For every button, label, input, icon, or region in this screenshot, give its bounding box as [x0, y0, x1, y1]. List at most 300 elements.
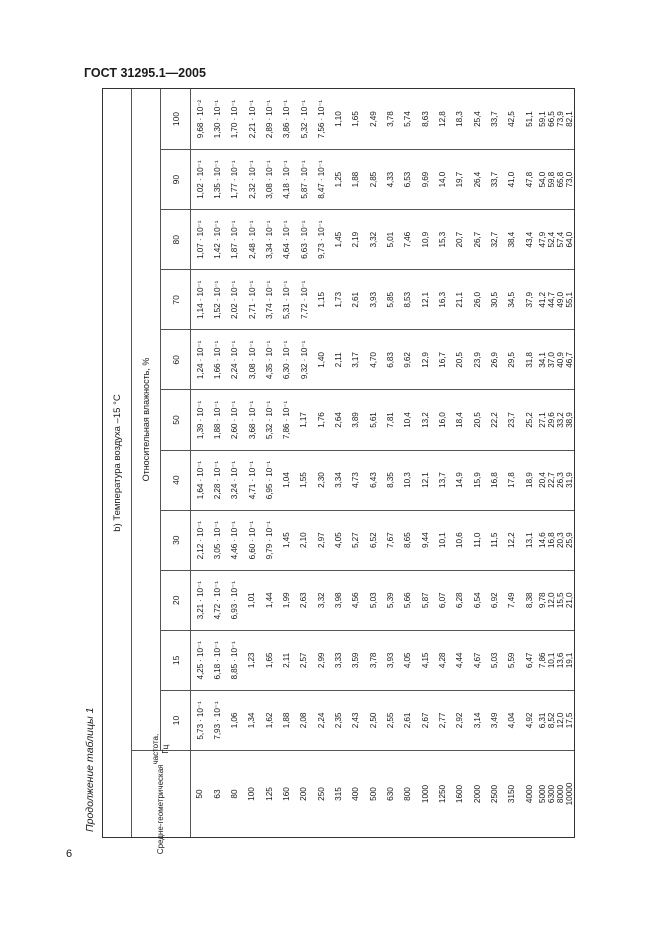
- table-cell: 59,8: [547, 149, 556, 209]
- table-cell: 2,77: [434, 690, 451, 750]
- table-cell: 21,0: [565, 570, 574, 630]
- table-cell: 4,92: [521, 690, 538, 750]
- table-cell: 11,0: [469, 510, 486, 570]
- table-cell: 19,7: [451, 149, 468, 209]
- frequency-cell: 125: [260, 750, 277, 837]
- table-cell: 22,7: [547, 450, 556, 510]
- frequency-cell: 100: [243, 750, 260, 837]
- table-cell: 3,08 · 10⁻¹: [243, 329, 260, 389]
- table-cell: 20,7: [451, 209, 468, 269]
- frequency-cell: 500: [365, 750, 382, 837]
- table-cell: 23,7: [503, 389, 520, 449]
- table-cell: 9,79 · 10⁻¹: [260, 510, 277, 570]
- table-cell: 26,9: [486, 329, 503, 389]
- table-cell: 18,9: [521, 450, 538, 510]
- table-cell: 33,7: [490, 111, 500, 127]
- table-cell: 1,06: [226, 690, 243, 750]
- table-cell: 41,0: [503, 149, 520, 209]
- table-cell: 2,50: [365, 690, 382, 750]
- table-cell: 5,73 · 10⁻¹: [191, 690, 208, 750]
- table-cell: 6,54: [469, 570, 486, 630]
- table-cell: 12,2: [503, 510, 520, 570]
- table-cell: 3,17: [347, 329, 364, 389]
- table-cell: 6,52: [365, 510, 382, 570]
- table-cell: 5,31 · 10⁻¹: [278, 269, 295, 329]
- table-cell: 82,1: [565, 111, 574, 127]
- table-cell: 5,39: [382, 570, 399, 630]
- table-cell: 8,52: [547, 690, 556, 750]
- table-cell: 3,08 · 10⁻¹: [260, 149, 277, 209]
- table-cell: 2,64: [330, 389, 347, 449]
- table-cell: 7,86 · 10⁻¹: [278, 389, 295, 449]
- table-cell: 5,03: [486, 630, 503, 690]
- table-cell: 1,62: [260, 690, 277, 750]
- table-cell: 3,89: [347, 389, 364, 449]
- table-cell: 2,19: [347, 209, 364, 269]
- table-cell: 54,0: [538, 149, 547, 209]
- table-cell: 12,8: [438, 111, 448, 127]
- table-cell: 2,08: [295, 690, 312, 750]
- table-cell: 2,02 · 10⁻¹: [226, 269, 243, 329]
- table-cell: 12,1: [417, 269, 434, 329]
- table-cell: 4,18 · 10⁻¹: [278, 149, 295, 209]
- table-cell: 3,34 · 10⁻¹: [260, 209, 277, 269]
- table-cell: 5,74: [403, 111, 413, 127]
- attenuation-table: [102, 88, 575, 855]
- table-cell: 6,30 · 10⁻¹: [278, 329, 295, 389]
- frequency-cell: 1000: [417, 750, 434, 837]
- table-cell: 1,39 · 10⁻¹: [191, 389, 208, 449]
- table-cell: 41,2: [538, 269, 547, 329]
- table-cell: 1,24 · 10⁻¹: [191, 329, 208, 389]
- table-cell: 6,31: [538, 690, 547, 750]
- table-cell: 4,73: [347, 450, 364, 510]
- table-cell: 2,55: [382, 690, 399, 750]
- table-cell: 10,6: [451, 510, 468, 570]
- table-cell: 34,5: [503, 269, 520, 329]
- table-cell: 2,11: [330, 329, 347, 389]
- table-cell: 12,0: [547, 570, 556, 630]
- column-header: 15: [161, 630, 191, 690]
- table-cell: 9,69: [417, 149, 434, 209]
- table-cell: 3,59: [347, 630, 364, 690]
- table-cell: 9,32 · 10⁻¹: [295, 329, 312, 389]
- table-cell: 6,95 · 10⁻¹: [260, 450, 277, 510]
- table-cell: 1,65: [260, 630, 277, 690]
- column-header: 80: [161, 209, 191, 269]
- table-cell: 2,10: [295, 510, 312, 570]
- table-cell: 43,4: [521, 209, 538, 269]
- table-cell: 1,77 · 10⁻¹: [226, 149, 243, 209]
- table-cell: 1,07 · 10⁻¹: [191, 209, 208, 269]
- table-cell: 3,98: [330, 570, 347, 630]
- table-cell: 6,28: [451, 570, 468, 630]
- table-cell: 16,8: [486, 450, 503, 510]
- table-cell: 1,30 · 10⁻¹: [213, 99, 223, 139]
- table-cell: 3,68 · 10⁻¹: [243, 389, 260, 449]
- page-number: 6: [66, 848, 73, 860]
- table-cell: 10,3: [399, 450, 416, 510]
- table-cell: 47,8: [521, 149, 538, 209]
- column-header: 40: [161, 450, 191, 510]
- table-cell: 2,49: [368, 111, 378, 127]
- table-cell: 20,5: [469, 389, 486, 449]
- column-header: 60: [161, 329, 191, 389]
- table-cell: 1,35 · 10⁻¹: [208, 149, 225, 209]
- frequency-cell: 3150: [503, 750, 520, 837]
- table-cell: 44,7: [547, 269, 556, 329]
- table-cell: 12,9: [417, 329, 434, 389]
- table-cell: 73,9: [556, 111, 565, 127]
- table-cell: 1,76: [312, 389, 329, 449]
- table-cell: 4,46 · 10⁻¹: [226, 510, 243, 570]
- table-cell: 1,45: [278, 510, 295, 570]
- table-cell: 5,32 · 10⁻¹: [260, 389, 277, 449]
- table-cell: 57,4: [556, 209, 565, 269]
- table-cell: 4,67: [469, 630, 486, 690]
- table-cell: 4,35 · 10⁻¹: [260, 329, 277, 389]
- table-cell: 2,11: [278, 630, 295, 690]
- table-cell: 1,45: [330, 209, 347, 269]
- table-cell: 49,0: [556, 269, 565, 329]
- table-cell: 1,44: [260, 570, 277, 630]
- table-cell: 2,24 · 10⁻¹: [226, 329, 243, 389]
- table-cell: 2,28 · 10⁻¹: [208, 450, 225, 510]
- column-header: 90: [161, 149, 191, 209]
- table-cell: 2,67: [417, 690, 434, 750]
- table-cell: 4,64 · 10⁻¹: [278, 209, 295, 269]
- frequency-cell: 1250: [434, 750, 451, 837]
- table-cell: 46,7: [565, 329, 574, 389]
- table-cell: 65,8: [556, 149, 565, 209]
- table-cell: 33,2: [556, 389, 565, 449]
- table-cell: 20,3: [556, 510, 565, 570]
- table-cell: 7,46: [399, 209, 416, 269]
- table-cell: 7,56 · 10⁻¹: [317, 99, 327, 139]
- table-cell: 3,32: [365, 209, 382, 269]
- table-cell: 25,4: [472, 111, 482, 127]
- table-cell: 38,9: [565, 389, 574, 449]
- table-cell: 18,4: [451, 389, 468, 449]
- table-cell: 1,04: [278, 450, 295, 510]
- table-caption: Продолжение таблицы 1: [84, 707, 96, 832]
- table-cell: 1,88: [347, 149, 364, 209]
- table-cell: 26,0: [469, 269, 486, 329]
- table-cell: 5,87: [417, 570, 434, 630]
- table-cell: 2,89 · 10⁻¹: [265, 99, 275, 139]
- table-cell: 4,71 · 10⁻¹: [243, 450, 260, 510]
- table-cell: 5,01: [382, 209, 399, 269]
- frequency-cell: 2500: [486, 750, 503, 837]
- table-cell: 8,47 · 10⁻¹: [312, 149, 329, 209]
- table-cell: 5,32 · 10⁻¹: [299, 99, 309, 139]
- column-header: 20: [161, 570, 191, 630]
- table-cell: 2,61: [347, 269, 364, 329]
- table-cell: 7,49: [503, 570, 520, 630]
- table-cell: 51,1: [524, 111, 534, 127]
- table-cell: 1,23: [243, 630, 260, 690]
- table-cell: 7,72 · 10⁻¹: [295, 269, 312, 329]
- table-cell: 7,86: [538, 630, 547, 690]
- table-cell: 6,53: [399, 149, 416, 209]
- table-cell: 1,17: [295, 389, 312, 449]
- table-cell: 40,9: [556, 329, 565, 389]
- table-cell: 26,7: [469, 209, 486, 269]
- frequency-cell: 630: [382, 750, 399, 837]
- table-cell: 5,87 · 10⁻¹: [295, 149, 312, 209]
- table-cell: 2,48 · 10⁻¹: [243, 209, 260, 269]
- table-cell: 7,93 · 10⁻¹: [208, 690, 225, 750]
- table-cell: 5,59: [503, 630, 520, 690]
- table-cell: 22,2: [486, 389, 503, 449]
- table-cell: 2,32 · 10⁻¹: [243, 149, 260, 209]
- frequency-cell: 10000: [565, 750, 574, 837]
- table-cell: 4,15: [417, 630, 434, 690]
- table-cell: 8,38: [521, 570, 538, 630]
- table-cell: 2,21 · 10⁻¹: [247, 99, 257, 139]
- table-cell: 26,3: [556, 450, 565, 510]
- table-cell: 3,33: [330, 630, 347, 690]
- table-cell: 3,74 · 10⁻¹: [260, 269, 277, 329]
- frequency-cell: 6300: [547, 750, 556, 837]
- table-cell: 9,73 · 10⁻¹: [312, 209, 329, 269]
- column-header: 10: [161, 690, 191, 750]
- table-cell: 3,34: [330, 450, 347, 510]
- table-cell: 8,53: [399, 269, 416, 329]
- table-cell: 66,5: [547, 111, 556, 127]
- table-cell: 2,92: [451, 690, 468, 750]
- table-cell: 16,3: [434, 269, 451, 329]
- table-cell: 27,1: [538, 389, 547, 449]
- table-cell: 6,47: [521, 630, 538, 690]
- table-cell: 7,81: [382, 389, 399, 449]
- table-cell: 18,3: [455, 111, 465, 127]
- table-cell: 3,21 · 10⁻¹: [191, 570, 208, 630]
- table-cell: 33,7: [486, 149, 503, 209]
- table-cell: 1,01: [243, 570, 260, 630]
- table-cell: 3,49: [486, 690, 503, 750]
- table-cell: 1,15: [312, 269, 329, 329]
- table-cell: 9,62: [399, 329, 416, 389]
- table-cell: 1,55: [295, 450, 312, 510]
- table-cell: 15,9: [469, 450, 486, 510]
- table-cell: 12,1: [417, 450, 434, 510]
- table-cell: 9,44: [417, 510, 434, 570]
- frequency-cell: 400: [347, 750, 364, 837]
- table-cell: 3,78: [365, 630, 382, 690]
- table-cell: 8,35: [382, 450, 399, 510]
- table-cell: 4,28: [434, 630, 451, 690]
- table-cell: 11,5: [486, 510, 503, 570]
- table-cell: 3,93: [382, 630, 399, 690]
- table-cell: 4,05: [399, 630, 416, 690]
- table-cell: 6,93 · 10⁻¹: [226, 570, 243, 630]
- table-cell: 1,73: [330, 269, 347, 329]
- table-cell: 2,43: [347, 690, 364, 750]
- table-cell: 3,05 · 10⁻¹: [208, 510, 225, 570]
- table-cell: 4,25 · 10⁻¹: [191, 630, 208, 690]
- table-cell: 9,68 · 10⁻²: [195, 99, 205, 139]
- table-cell: 29,6: [547, 389, 556, 449]
- table-cell: 2,35: [330, 690, 347, 750]
- table-cell: 6,63 · 10⁻¹: [295, 209, 312, 269]
- frequency-cell: 8000: [556, 750, 565, 837]
- table-cell: 6,43: [365, 450, 382, 510]
- table-cell: 4,44: [451, 630, 468, 690]
- table-cell: 19,1: [565, 630, 574, 690]
- table-cell: 2,71 · 10⁻¹: [243, 269, 260, 329]
- table-cell: 34,1: [538, 329, 547, 389]
- table-cell: 8,63: [420, 111, 430, 127]
- table-cell: 37,0: [547, 329, 556, 389]
- table-cell: 1,25: [330, 149, 347, 209]
- table-cell: 29,5: [503, 329, 520, 389]
- table-cell: 2,99: [312, 630, 329, 690]
- table-cell: 8,65: [399, 510, 416, 570]
- frequency-cell: 160: [278, 750, 295, 837]
- table-cell: 26,4: [469, 149, 486, 209]
- table-cell: 13,1: [521, 510, 538, 570]
- table-cell: 59,1: [538, 111, 547, 127]
- table-cell: 25,9: [565, 510, 574, 570]
- table-cell: 1,64 · 10⁻¹: [191, 450, 208, 510]
- table-cell: 10,1: [547, 630, 556, 690]
- table-cell: 21,1: [451, 269, 468, 329]
- table-cell: 10,9: [417, 209, 434, 269]
- table-cell: 1,88: [278, 690, 295, 750]
- column-header: 70: [161, 269, 191, 329]
- table-cell: 10,1: [434, 510, 451, 570]
- table-cell: 1,52 · 10⁻¹: [208, 269, 225, 329]
- table-cell: 6,18 · 10⁻¹: [208, 630, 225, 690]
- column-header: 30: [161, 510, 191, 570]
- table-cell: 3,32: [312, 570, 329, 630]
- table-cell: 7,67: [382, 510, 399, 570]
- table-cell: 15,3: [434, 209, 451, 269]
- table-cell: 31,9: [565, 450, 574, 510]
- table-cell: 5,85: [382, 269, 399, 329]
- table-cell: 17,8: [503, 450, 520, 510]
- frequency-cell: 800: [399, 750, 416, 837]
- table-cell: 13,7: [434, 450, 451, 510]
- document-header: ГОСТ 31295.1—2005: [84, 66, 206, 80]
- table-cell: 3,14: [469, 690, 486, 750]
- table-cell: 1,40: [312, 329, 329, 389]
- column-header: 100: [161, 89, 191, 149]
- table-cell: 12,0: [556, 690, 565, 750]
- table-cell: 6,92: [486, 570, 503, 630]
- table-cell: 6,83: [382, 329, 399, 389]
- table-cell: 8,85 · 10⁻¹: [226, 630, 243, 690]
- table-cell: 9,78: [538, 570, 547, 630]
- table-cell: 1,42 · 10⁻¹: [208, 209, 225, 269]
- table-cell: 37,9: [521, 269, 538, 329]
- frequency-cell: 1600: [451, 750, 468, 837]
- table-cell: 14,6: [538, 510, 547, 570]
- table-cell: 47,9: [538, 209, 547, 269]
- table-cell: 5,61: [365, 389, 382, 449]
- table-cell: 6,60 · 10⁻¹: [243, 510, 260, 570]
- frequency-cell: 4000: [521, 750, 538, 837]
- table-cell: 4,72 · 10⁻¹: [208, 570, 225, 630]
- frequency-header: Средне- геометрическая частота, Гц: [132, 750, 191, 837]
- table-cell: 1,87 · 10⁻¹: [226, 209, 243, 269]
- table-title: b) Температура воздуха –15 °C: [103, 89, 132, 837]
- table-cell: 1,65: [351, 111, 361, 127]
- table-cell: 1,02 · 10⁻¹: [191, 149, 208, 209]
- table-cell: 55,1: [565, 269, 574, 329]
- table-cell: 16,8: [547, 510, 556, 570]
- table-cell: 16,7: [434, 329, 451, 389]
- frequency-cell: 250: [312, 750, 329, 837]
- table-cell: 1,66 · 10⁻¹: [208, 329, 225, 389]
- table-cell: 2,12 · 10⁻¹: [191, 510, 208, 570]
- table-cell: 5,66: [399, 570, 416, 630]
- table-cell: 52,4: [547, 209, 556, 269]
- table-cell: 6,07: [434, 570, 451, 630]
- table-cell: 20,4: [538, 450, 547, 510]
- frequency-cell: 5000: [538, 750, 547, 837]
- table-cell: 1,34: [243, 690, 260, 750]
- table-cell: 3,93: [365, 269, 382, 329]
- column-header: 50: [161, 389, 191, 449]
- table-cell: 4,05: [330, 510, 347, 570]
- table-cell: 30,5: [486, 269, 503, 329]
- table-cell: 4,70: [365, 329, 382, 389]
- table-cell: 1,10: [333, 111, 343, 127]
- frequency-cell: 63: [208, 750, 225, 837]
- table-cell: 10,4: [399, 389, 416, 449]
- table-cell: 14,9: [451, 450, 468, 510]
- table-cell: 4,56: [347, 570, 364, 630]
- table-cell: 42,5: [507, 111, 517, 127]
- table-cell: 2,63: [295, 570, 312, 630]
- table-cell: 2,61: [399, 690, 416, 750]
- frequency-cell: 315: [330, 750, 347, 837]
- table-cell: 2,60 · 10⁻¹: [226, 389, 243, 449]
- humidity-header: Относительная влажность, %: [132, 89, 161, 750]
- table-cell: 25,2: [521, 389, 538, 449]
- table-cell: 17,5: [565, 690, 574, 750]
- table-cell: 2,30: [312, 450, 329, 510]
- table-cell: 64,0: [565, 209, 574, 269]
- table-cell: 1,70 · 10⁻¹: [230, 99, 240, 139]
- table-cell: 3,86 · 10⁻¹: [282, 99, 292, 139]
- table-cell: 13,6: [556, 630, 565, 690]
- table-cell: 3,78: [386, 111, 396, 127]
- frequency-cell: 50: [191, 750, 208, 837]
- table-cell: 31,8: [521, 329, 538, 389]
- table-cell: 2,24: [312, 690, 329, 750]
- table-cell: 5,27: [347, 510, 364, 570]
- rotated-table-area: [78, 88, 575, 855]
- table-cell: 1,14 · 10⁻¹: [191, 269, 208, 329]
- table-cell: 3,24 · 10⁻¹: [226, 450, 243, 510]
- frequency-cell: 80: [226, 750, 243, 837]
- table-cell: 4,33: [382, 149, 399, 209]
- table-cell: 32,7: [486, 209, 503, 269]
- table-cell: 16,0: [434, 389, 451, 449]
- table-cell: 2,97: [312, 510, 329, 570]
- table-cell: 23,9: [469, 329, 486, 389]
- table-cell: 5,03: [365, 570, 382, 630]
- table-cell: 2,85: [365, 149, 382, 209]
- table-cell: 73,0: [565, 149, 574, 209]
- table-cell: 1,99: [278, 570, 295, 630]
- table-cell: 4,04: [503, 690, 520, 750]
- table-cell: 15,5: [556, 570, 565, 630]
- table-cell: 38,4: [503, 209, 520, 269]
